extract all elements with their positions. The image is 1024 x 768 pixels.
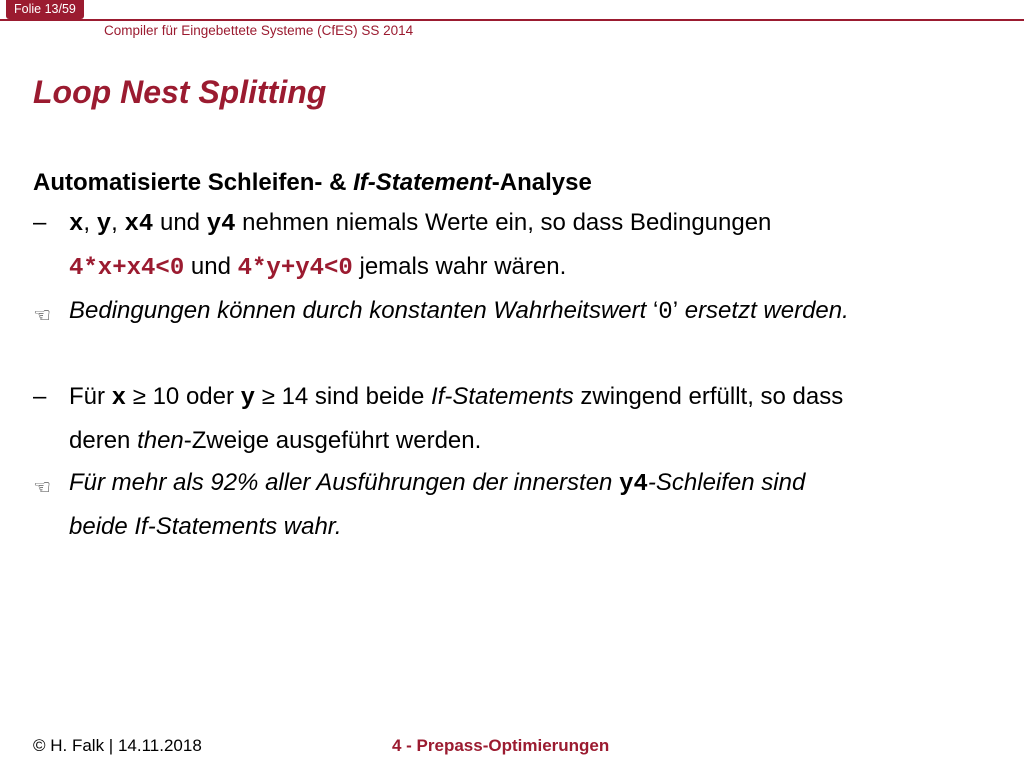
quote-open: ‘ <box>652 297 659 324</box>
footer-author-date: © H. Falk | 14.11.2018 <box>33 736 202 755</box>
heading-text: Automatisierte Schleifen- & <box>33 169 354 196</box>
bullet-text: nehmen niemals Werte ein, so dass Bedingungen <box>235 209 772 236</box>
italic-term: If-Statements <box>431 383 574 410</box>
hint-text: -Schleifen sind <box>647 469 806 496</box>
hint-text: Bedingungen können durch konstanten Wahrheitswert <box>69 297 653 324</box>
top-bar <box>0 0 1024 21</box>
slide-title: Loop Nest Splitting <box>33 74 327 110</box>
code-x: x <box>111 385 127 412</box>
code-y: y <box>240 385 256 412</box>
dash-marker: – <box>33 209 47 236</box>
hint-text: ersetzt werden. <box>678 297 849 324</box>
bullet-text: Für <box>69 383 112 410</box>
separator: , <box>111 209 125 236</box>
bullet-text: jemals wahr wären. <box>352 253 567 280</box>
dash-marker: – <box>33 383 47 410</box>
spacer <box>33 334 1003 376</box>
heading-italic: If-Statement <box>353 169 492 196</box>
code-y4: y4 <box>619 471 648 498</box>
pointing-hand-icon: ☞ <box>33 475 51 499</box>
slide-number-tab: Folie 13/59 <box>6 0 84 19</box>
connector-text: und <box>184 253 238 280</box>
code-x: x <box>69 211 84 238</box>
hint-item-1 <box>33 290 1003 334</box>
pointing-hand-icon: ☞ <box>33 303 51 327</box>
code-y: y <box>96 211 112 238</box>
bullet-item-1 <box>33 202 1003 290</box>
bullet-text: zwingend erfüllt, so dass <box>573 383 844 410</box>
heading-suffix: -Analyse <box>491 169 592 196</box>
header-rule <box>0 19 1024 21</box>
bullet-item-2 <box>33 376 1003 462</box>
course-title: Compiler für Eingebettete Systeme (CfES) SS 2014 <box>104 23 414 38</box>
code-zero: 0 <box>658 299 673 326</box>
section-heading <box>33 164 1003 202</box>
code-x4: x4 <box>124 211 154 238</box>
footer-chapter: 4 - Prepass-Optimierungen <box>392 736 610 755</box>
hint-item-2 <box>33 462 1003 548</box>
bullet-text: ≥ 10 oder <box>126 383 241 410</box>
italic-term: then <box>137 427 184 454</box>
hint-text: beide If-Statements wahr. <box>69 513 342 540</box>
bullet-text: deren <box>69 427 138 454</box>
bullet-text: -Zweige ausgeführt werden. <box>183 427 482 454</box>
bullet-text: ≥ 14 sind beide <box>255 383 432 410</box>
code-y4: y4 <box>206 211 236 238</box>
slide-content <box>33 164 1003 548</box>
hint-text: Für mehr als 92% aller Ausführungen der innersten <box>69 469 620 496</box>
condition-x: 4*x+x4<0 <box>69 255 185 282</box>
condition-y: 4*y+y4<0 <box>237 255 353 282</box>
separator: , <box>83 209 97 236</box>
quote-close: ’ <box>672 297 679 324</box>
connector-text: und <box>153 209 207 236</box>
